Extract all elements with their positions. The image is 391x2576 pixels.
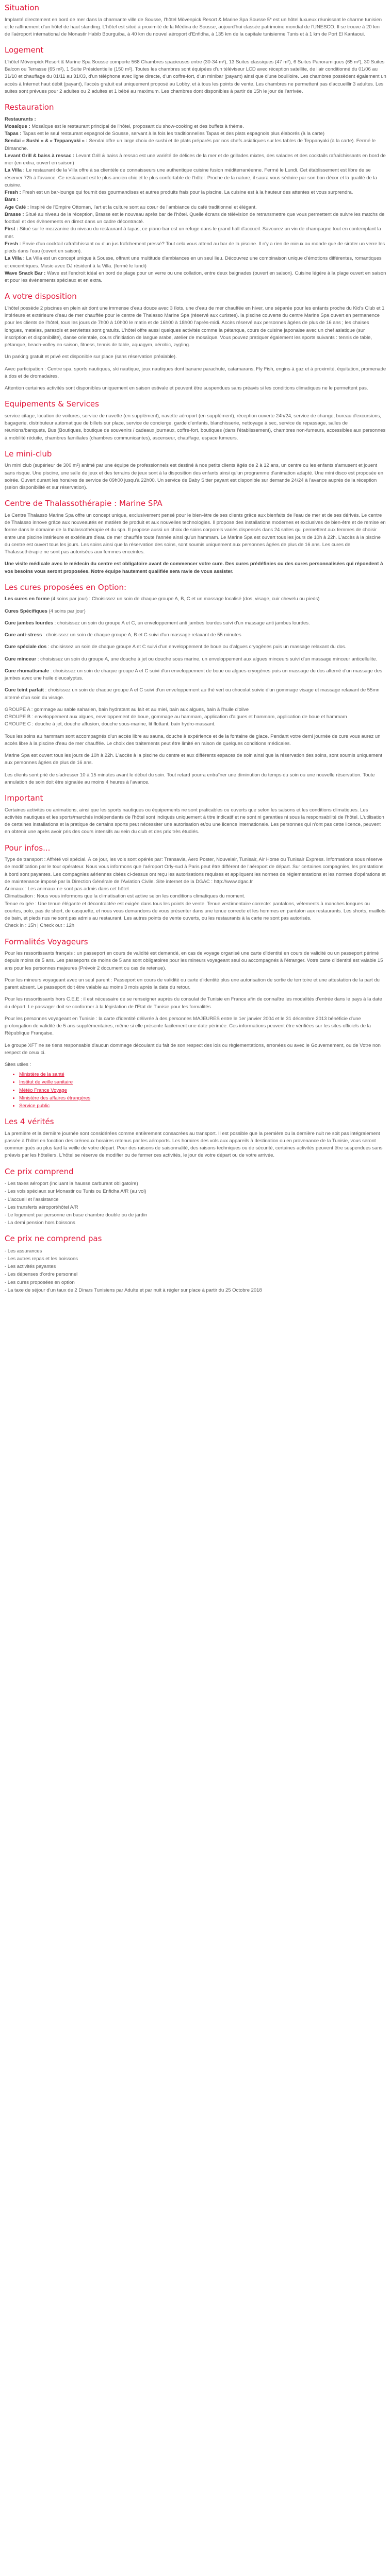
miniclub-text: Un mini club (supérieur de 300 m²) animé par une équipe de professionnels est destiné à nos petits clients âgés de 2 à 12 ans, un centre ou les enfants s'amusent et jouent sans risque. Une piscine, une salle de jeux et des terrains de jeux sont à la disposition des enfants ainsi qu'un programme d'animation adapté. Une mini disco est proposée en soirée. Ouvert durant les horaires de service de 09h00 jusqu'à 22h00. Un service de Baby Sitter payant est disponible sur demande 24/24 à l'avance auprès de la réception (selon disponibilité et sur réservation). — [5, 463, 383, 490]
list-item: - Les activités payantes — [5, 1264, 56, 1270]
list-item: - Les vols spéciaux sur Monastir ou Tunis ou Enfidha A/R (au vol) — [5, 1189, 146, 1195]
cure-group-a: GROUPE A : gommage au sable saharien, bain hydratant au lait et au miel, bain aux algues, bain à l'huile d'olive — [5, 706, 249, 713]
cure-group-b: GROUPE B : enveloppement aux algues, enveloppement de boue, gommage au hammam, application d'algues et hammam, application de boue et hammam — [5, 714, 347, 720]
formalites-french: Pour les ressortissants français : un passeport en cours de validité est demandé, en cas de voyage organisé une carte d'identité en cours de validité ou un passeport périmé depuis moins de 5 ans. Les passeports de moins de 5 ans sont obligatoires pour les mineurs voyageant seul ou accompagnés à l'étranger. Votre carte d'identité est valable 15 ans pour les personnes majeures (Prévoir 2 document ou cas de retenue). — [5, 951, 383, 971]
section-title-important: Important — [5, 793, 43, 803]
infos-check-times: Check in : 15h | Check out : 12h — [5, 923, 75, 929]
bar-item: Wave Snack Bar : Wave est l'endroit idéal en bord de plage pour un verre ou une collation, entre deux baignades (ouvert en saison). Cuisine légère à la plage ouvert en saison et pour les événements spéciaux et en extra. — [5, 270, 386, 283]
formalites-disclaimer: Le groupe XFT ne se tiens responsable d'aucun dommage découlant du fait de son respect des lois ou règlementations, erronées ou avec le Gouvernement, ou de Votre non respect de ceux ci. — [5, 1042, 381, 1056]
situation-text: Implanté directement en bord de mer dans la charmante ville de Sousse, l'hôtel Mövenpick Resort & Marine Spa Sousse 5* est un hôtel luxueux réunissant le charme tunisien et le raffinement d'un hôtel de haut standing. L'hôtel est situé à proximité de la Médina de Sousse, aujourd'hui classée patrimoine mondial de l'UNESCO. Il se trouve à 20 km de l'aéroport international de Monastir Habib Bourguiba, à 40 km du nouvel aéroport d'Enfidha, à 135 km de la capitale tunisienne Tunis et à 1 km de Port El Kantaoui. — [5, 16, 382, 37]
link-veille-sanitaire[interactable]: • Institut de veille sanitaire — [19, 1078, 386, 1086]
cure-item: Cure jambes lourdes : choisissez un soin du groupe A et C, un enveloppement anti jambes lourdes suivi d'un massage anti jambes lourdes. — [5, 620, 310, 626]
cure-item: Cure spéciale dos : choisissez un soin de chaque groupe A et C suivi d'un enveloppement de boue ou d'algues cryogènes puis un massage relaxant du dos. — [5, 644, 347, 650]
cure-note: Tous les soins au hammam sont accompagnés d'un accès libre au sauna, douche à expérience et de la fontaine de glace. Pendant votre demi journée de cure vous aurez un accès libre à la piscine d'eau de mer chauffée. Le choix des traitements peut être limité en raison de quelques conditions médicales. — [5, 733, 381, 747]
prix-ne-comprend-list — [5, 1247, 386, 1294]
list-item: - Les taxes aéroport (incluant la hausse carburant obligatoire) — [5, 1181, 138, 1187]
section-title-cures: Les cures proposées en Option: — [5, 582, 127, 592]
prix-comprend-list — [5, 1180, 386, 1227]
cure-item: Cure minceur : choisissez un soin du groupe A, une douche à jet ou douche sous marine, un enveloppement aux algues minceurs suivi d'un massage minceur anticellulite. — [5, 656, 378, 662]
cures-list — [5, 596, 386, 786]
list-item: - Les cures proposées en option — [5, 1279, 75, 1285]
link-affaires-etrangeres[interactable]: • Ministère des affaires étrangères — [19, 1094, 386, 1102]
bars-heading: Bars : — [5, 197, 19, 203]
cure-item: Cure rhumatismale : choisissez un soin de chaque groupe A et C suivi d'un enveloppement de boue ou algues cryogènes puis un massage du dos alterné d'un massage des jambes avec une huile d'eucalyptus. — [5, 668, 382, 681]
section-title-infos: Pour infos... — [5, 843, 51, 853]
restaurant-item: Tapas : Tapas est le seul restaurant espagnol de Sousse, servant à la fois les traditionnelles Tapas et des plats espagnols plus élaborés (à la carte) — [5, 131, 324, 137]
list-item: - La taxe de séjour d'un taux de 2 Dinars Tunisiens par Adulte et par nuit à régler sur place à partir du 25 Octobre 2018 — [5, 1287, 262, 1293]
list-item: - La demi pension hors boissons — [5, 1220, 75, 1226]
list-item: - Les autres repas et les boissons — [5, 1256, 78, 1262]
section-title-logement: Logement — [5, 45, 44, 55]
section-title-equipements: Equipements & Services — [5, 399, 99, 409]
section-title-verites: Les 4 vérités — [5, 1117, 54, 1127]
link-ministere-sante[interactable]: • Ministère de la santé — [19, 1071, 386, 1078]
formalites-minors: Pour les mineurs voyageant avec un seul parent : Passeport en cours de validité ou carte d'identité plus une autorisation de sortie de territoire et une attestation de la part du parent absent. Le passeport doit être valable au moins 3 mois après la date du retour. — [5, 977, 380, 990]
thalasso-medical-visit: Une visite médicale avec le médecin du centre est obligatoire avant de commencer votre cure. Des cures prédéfinies ou des cures personnalisées qui répondent à vos besoins vous seront proposées. Notre équipe hautement qualifiée sera ravie de vous assister. — [5, 561, 383, 574]
disposition-text: L'hôtel possède 2 piscines en plein air dont une immense d'eau douce avec 3 îlots, une d'eau de mer chauffée en hiver, une séparée pour les enfants proche du Kid's Club et 1 intérieure et extérieure d'eau de mer chauffée pour le centre de Thalasso Marine Spa (réservé aux curistes). la piscine couverte du centre Marine Spa ouvert en permanence pour les clients de l'hôtel, tous les jours de 7h00 à 10h00 le matin et de 16h00 à 18h00 l'après-midi. Accès réservé aux personnes âgées de plus de 16 ans ; les chaises longues, matelas, parasols et serviettes sont gratuits. L'hôtel offre aussi quelques activités comme la pétanque, cours de cuisine japonaise avec un chef asiatique (sur inscription et disponibilité), danse orientale, cours d'initiation de langue arabe, atelier de mosaïque. Vous pouvez pratiquer également les sports suivants : tennis de table, pétanque, beach-volley en saison, fitness, tennis de table, aquagym, aérobic, zygling. — [5, 305, 385, 348]
restaurant-item: La Villa : Le restaurant de la Villa offre à sa clientèle de connaisseurs une authentique cuisine fusion méditerranéenne. Fermé le Lundi. Cet établissement est libre de se réserver 72h à l'avance. Ce restaurant est le plus ancien chic et le plus confortable de l'hôtel. Proche de la nature, il saura vous séduire par son bon décor et la qualité de la cuisine. — [5, 167, 377, 188]
link-meteo-france[interactable]: • Météo France Voyage — [19, 1087, 386, 1094]
useful-sites-list — [5, 1071, 386, 1110]
logement-text: L'hôtel Mövenpick Resort & Marine Spa Sousse comporte 568 Chambres spacieuses entre (30-34 m²), 13 Suites classiques (47 m²), 6 Suites Panoramiques (65 m²), 30 Suites Balcon ou Terrasse (65 m²), 1 Suite Présidentielle (150 m²). Toutes les chambres sont équipées d'un téléviseur LCD avec réception satellite, de l'air conditionné du 01/06 au 31/10 et chauffage du 01/11 au 31/03, d'un téléphone avec ligne directe, d'un coffre-fort, d'un minibar (payant) ainsi que d'une bouilloire. Les chambres possèdent également un accès à Internet haut débit (payant), l'accès gratuit est uniquement proposé au Lobby, et à tous les points de vente. Les chambres ne permettent pas d'accueillir 3 adultes. Les suites sont prévues pour 2 adultes ou 2 adultes et 1 bébé au maximum. Les chambres dont disponibles à partir de 15h le jour de l'arrivée. — [5, 59, 386, 94]
formalites-non-eec: Pour les ressortissants hors C.E.E : il est nécessaire de se renseigner auprès du consulat de Tunisie en France afin de connaître les modalités d'entrée dans le pays à la date du départ. Le passager doit se conformer à la législation de l'Etat de Tunisie pour les formalités. — [5, 996, 382, 1010]
section-title-thalasso: Centre de Thalassothérapie : Marine SPA — [5, 499, 162, 509]
cure-item: Les cures en forme (4 soins par jour) : Choisissez un soin de chaque groupe A, B, C et un massage localisé (dos, visage, cuir chevelu ou pieds) — [5, 596, 320, 602]
link-service-public[interactable]: • Service public — [19, 1102, 386, 1110]
bar-item: First : Situé sur le mezzanine du niveau du restaurant à tapas, ce piano-bar est un refuge dans le grand hall d'accueil. Savourez un vin de champagne tout en contemplant la mer. — [5, 226, 381, 240]
cure-note: Les clients sont prié de s'adresser 10 à 15 minutes avant le début du soin. Tout retard pourra entraîner une diminution du temps du soin ou une nouvelle réservation. Toute annulation de soin doit être signalée au moins 4 heures à l'avance. — [5, 772, 375, 785]
bar-item: Age Café : Inspiré de l'Empire Ottoman, l'art et la culture sont au cœur de l'ambiance du café traditionnel et élégant. — [5, 204, 257, 210]
section-title-prix-comprend: Ce prix comprend — [5, 1166, 74, 1176]
section-title-disposition: A votre disposition — [5, 292, 77, 301]
restaurant-item: Levant Grill & baiss à ressac : Levant Grill & baiss à ressac est une variété de délices de la mer et de grillades mixtes, des salades et des cocktails rafraîchissants en bord de mer (en extra, ouvert en saison) — [5, 152, 386, 166]
section-title-miniclub: Le mini-club — [5, 449, 52, 459]
bar-item: Fresh : Envie d'un cocktail rafraîchissant ou d'un jus fraîchement pressé? Tout cela vous attend au bar de la piscine. Il n'y a rien de mieux au monde que de siroter un verre les pieds dans l'eau (ouvert en saison). — [5, 241, 385, 254]
restauration-list — [5, 123, 386, 285]
list-item: - Les dépenses d'ordre personnel — [5, 1272, 78, 1278]
bar-item: La Villa : La Villa est un concept unique à Sousse, offrant une multitude d'ambiances en un seul lieu. Découvrez une combinaison unique d'émotions différentes, romantiques et excentriques. Music avec DJ résident à la Villa. (fermé le lundi) — [5, 256, 382, 269]
restaurant-item: Mosaïque : Mosaïque est le restaurant principal de l'hôtel, proposant du show-cooking et des buffets à thème. — [5, 123, 244, 129]
section-title-prix-ne-comprend: Ce prix ne comprend pas — [5, 1234, 102, 1244]
important-text: Certaines activités ou animations, ainsi que les sports nautiques ou équipements ne sont praticables ou ouverts que selon les saisons et les conditions climatiques. Les activités nautiques et les sports/marchés indépendants de l'hôtel sont indiqués uniquement à titre indicatif et ne sont ni garanties ni sous la responsabilité de l'hôtel. L'utilisation de certaines installations et la pratique de certains sports peut nécessiter une autorisation et/ou une licence internationale. Les personnes qui n'ont pas cette licence, peuvent en obtenir une après avoir pris des cours intensifs au sein du club et des prix très étudiés. — [5, 807, 384, 835]
cure-item: Cure anti-stress : choisissez un soin de chaque groupe A, B et C suivi d'un massage relaxant de 55 minutes — [5, 632, 241, 638]
disposition-warning: Attention certaines activités sont disponibles uniquement en saison estivale et peuvent être suspendues sans préavis si les conditions climatiques ne le permettent pas. — [5, 385, 368, 391]
section-title-formalites: Formalités Voyageurs — [5, 937, 88, 946]
thalasso-text: Le Centre Thalasso Marine Spa offre un concept unique, exclusivement pensé pour le bien-être de ses clients grâce aux bienfaits de l'eau de mer et de ses dérivés. Le centre de Thalasso innove grâce aux nouveautés en matière de produit et aux nouvelles technologies. Il propose des installations modernes et exclusives de bien-être et de remise en forme dans le domaine de la thalassothérapie et du spa. Il propose aussi un choix de soins corporels variés dispensés dans 24 salles qui permettent aux femmes de choisir entre une piscine intérieure et extérieure d'eau de mer chauffée toute l'année ainsi qu'un hammam. Le Marine Spa est ouvert tous les jours de 10h à 22h. L'accès à la piscine du centre est ouvert tous les jours. Les soins ainsi que la réservation des soins, sont soumis uniquement aux personnes âgées de plus de 16 ans. Les cures de Thalassothérapie ne sont pas autorisées aux femmes enceintes. — [5, 512, 386, 555]
list-item: - Les transferts aéroport/hôtel A/R — [5, 1204, 78, 1210]
restaurant-item: Fresh : Fresh est un bar-lounge qui fournit des gourmandises et autres produits frais pour la piscine. La cuisine est à la hauteur des attentes et vous surprendra. — [5, 190, 353, 195]
disposition-parking: Un parking gratuit et privé est disponible sur place (sans réservation préalable). — [5, 354, 177, 360]
infos-transport: Type de transport : Affrété vol spécial. À ce jour, les vols sont opérés par: Transavia, Aero Poster, Nouvelair, Tunisair, Air Horse ou Tunisair Express. Informations sous réserve de modification par le tour opérateur. Nous vous informons que l'aéroport Orly-sud à Paris peut être différent de l'aéroport de départ. Sur certaines compagnies, les prestations à bord sont payantes. Les compagnies aériennes citées ci-dessus ont reçu les autorisations requises et appliquent les normes de réglementations et les normes d'opérations et de maintenance imposé par la Direction Générale de l'Aviation Civile. Site internet de la DGAC : http://www.dgac.fr — [5, 857, 386, 885]
list-item: - L'accueil et l'assistance — [5, 1196, 59, 1202]
cure-group-c: GROUPE C : douche à jet, douche affusion, douche sous-marine, lit flottant, bain hydro-massant. — [5, 721, 216, 727]
list-item: - Les assurances — [5, 1248, 42, 1254]
formalites-tunisia: Pour les personnes voyageant en Tunisie : la carte d'identité délivrée à des personnes MAJEURES entre le 1er janvier 2004 et le 31 décembre 2013 bénéficie d'une prolongation de validité de 5 ans supplémentaires, même si elle présente facilement une date périmée. Ces informations peuvent être vérifiées sur les sites officiels de la République Française. — [5, 1015, 371, 1037]
equipements-text: service citage, location de voitures, service de navette (en supplément), navette aéroport (en supplément), réception ouverte 24h/24, service de change, bureau d'excursions, bagagerie, distributeur automatique de billets sur place, service de concierge, garde d'enfants, blanchisserie, nettoyage à sec, service de repassage, salles de réunions/banquets, Bus (Boutiques, boutique de souvenirs / cadeaux journaux, coffre-fort, boutiques (dans l'établissement), chambres non-fumeurs, accessibles aux personnes à mobilité réduite, chambres familiales (chambres communicantes), ascenseur, chauffage, espace fumeurs. — [5, 413, 386, 441]
disposition-participation: Avec participation : Centre spa, sports nautiques, ski nautique, jeux nautiques dont banane parachute, catamarans, Fly Fish, engins à gaz et à proximité, équitation, promenade à dos et de dromadaires. — [5, 366, 386, 379]
bar-item: Brasse : Situé au niveau de la réception, Brasse est le nouveau après bar de l'hôtel. Quelle écrans de télévision de retransmettre que vous permettent de suivre les matchs de football et des évènements en direct dans un cadre décontracté. — [5, 211, 385, 225]
restauration-lead: Restaurants : — [5, 116, 36, 122]
cure-note: Marine Spa est ouvert tous les jours de 10h à 22h. L'accès à la piscine du centre et aux différents espaces de soin ainsi que la réservation des soins, sont soumis uniquement aux personnes âgées de plus de 16 ans. — [5, 753, 382, 766]
infos-dress-code: Tenue exigée : Une tenue élégante et décontractée est exigée dans tous les points de vente. Tenue vestimentaire correcte: pantalons, vêtements à manches longues ou courtes, polo, pas de short, de casquette, et nous vous demandons de vous présenter dans une tenue correcte et les hommes en pantalon aux restaurants. Les shorts, maillots de bain, et pieds nus ne sont pas admis au restaurant. Les autres points de vente ouverts, ou les restaurants à la carte ne sont pas autorisés. — [5, 901, 386, 921]
infos-climatisation: Climatisation : Nous vous informons que la climatisation est active selon les conditions climatiques du moment. — [5, 893, 246, 900]
infos-animals: Animaux : Les animaux ne sont pas admis dans cet hôtel. — [5, 886, 130, 892]
cure-item: Cures Spécifiques (4 soins par jour) — [5, 608, 86, 614]
verites-text: La première et la dernière journée sont considérées comme entièrement consacrées au transport. Il est possible que la première ou la dernière nuit ne soit pas intégralement passée à l'hôtel en fonction des créneaux horaires retenus par les aéroports. Les horaires des vols aux appareils à destination ou en provenance de la Tunisie, vous seront communiqués au plus tard la veille de votre départ. Pour des raisons de saisonnalité, des raisons techniques ou de sécurité, certaines activités peuvent être suspendues sans préavis par les hôteliers. L'hôtel se réserve de modifier ou de fermer ces activités, le jour de votre départ ou de votre arrivée. — [5, 1130, 383, 1159]
cure-item: Cure teint parfait : choisissez un soin de chaque groupe A et C suivi d'un enveloppement au thé vert ou chocolat suivie d'un gommage visage et massage relaxant de 55mn alterné d'un soin du visage. — [5, 687, 380, 701]
section-title-situation: Situation — [5, 3, 40, 12]
useful-sites-label: Sites utiles : — [5, 1062, 31, 1067]
section-title-restauration: Restauration — [5, 103, 54, 112]
restaurant-item: Sendai « Sushi » & « Teppanyaki » : Sendai offre un large choix de sushi et de plats préparés par nos chefs asiatiques sur les tables de Teppanyaki (à la carte). Fermé le Dimanche. — [5, 138, 376, 151]
list-item: - Le logement par personne en base chambre double ou de jardin — [5, 1212, 148, 1218]
